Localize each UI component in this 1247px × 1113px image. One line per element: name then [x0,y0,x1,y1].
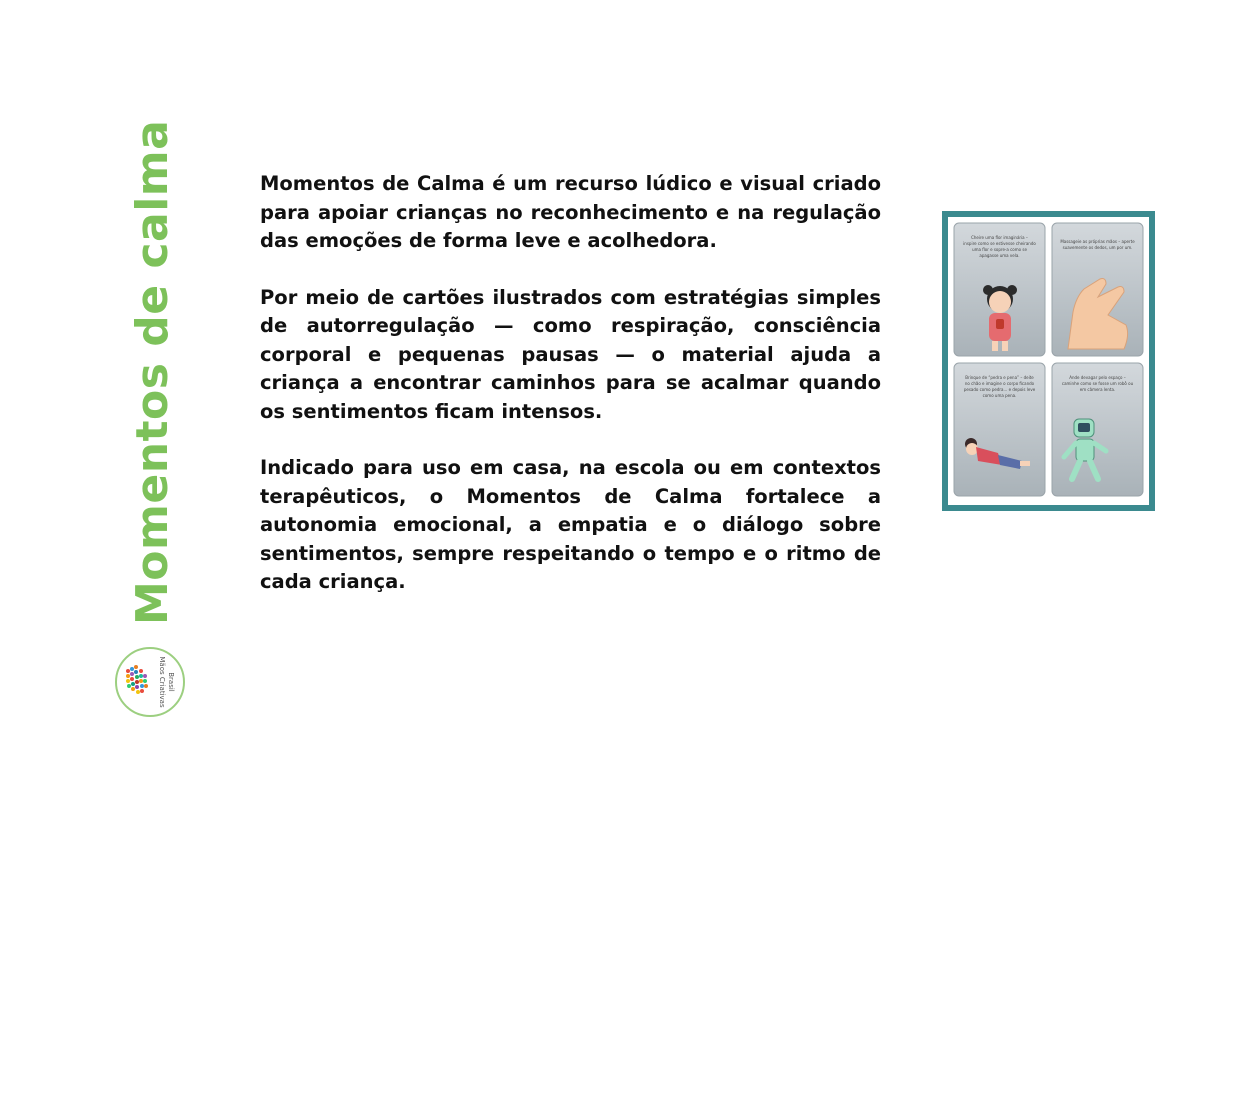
svg-text:apagasse uma vela.: apagasse uma vela. [979,253,1020,258]
card-robot-walk [1052,363,1143,496]
paragraph-intro: Momentos de Calma é um recurso lúdico e visual criado para apoiar crianças no reconhecimento e na regulação das emoções de forma leve e acolhedora. [260,172,881,252]
svg-text:Ande devagar pelo espaço –: Ande devagar pelo espaço – [1069,375,1126,380]
cards-preview-image [942,211,1155,511]
svg-text:Cheire uma flor imaginária –: Cheire uma flor imaginária – [971,235,1028,240]
maos-criativas-logo [114,646,186,718]
paragraph-usage: Indicado para uso em casa, na escola ou em contextos terapêuticos, o Momentos de Calma fortalece a autonomia emocional, a empatia e o diálogo sobre sentimentos, sempre respeitando o tempo e o ritmo de cada criança. [260,456,881,593]
svg-text:pesado como pedra... e depois: pesado como pedra... e depois leve [963,387,1036,392]
logo-text-1: Mãos Criativas [158,656,166,708]
paragraph-strategies: Por meio de cartões ilustrados com estratégias simples de autorregulação — como respiração, consciência corporal e pequenas pausas — o material ajuda a criança a encontrar caminhos para se acalmar quando os sentimentos ficam intensos. [260,285,881,423]
card-breathe-flower [954,223,1045,356]
svg-text:uma flor e sopre-a como se: uma flor e sopre-a como se [972,247,1027,252]
svg-text:inspire como se estivesse chei: inspire como se estivesse cheirando [963,241,1036,246]
svg-text:no chão e imagine o corpo fica: no chão e imagine o corpo ficando [964,381,1035,386]
svg-text:suavemente os dedos, um por um: suavemente os dedos, um por um. [1062,245,1133,250]
svg-text:como uma pena.: como uma pena. [982,393,1017,398]
svg-text:Massageie as próprias mãos – a: Massageie as próprias mãos – aperte [1060,239,1135,244]
cards-grid [948,217,1149,505]
svg-text:caminhe como se fosse um robô: caminhe como se fosse um robô ou [1061,381,1134,386]
card-massage-hands [1052,223,1143,356]
svg-text:em câmera lenta.: em câmera lenta. [1079,387,1116,392]
logo-text-2: Brasil [167,672,175,692]
card-stone-feather [954,363,1045,496]
description [260,170,881,625]
page-title: Momentos de calma [127,119,178,625]
svg-text:Brinque de “pedra e pena” – de: Brinque de “pedra e pena” – deite [965,375,1034,380]
